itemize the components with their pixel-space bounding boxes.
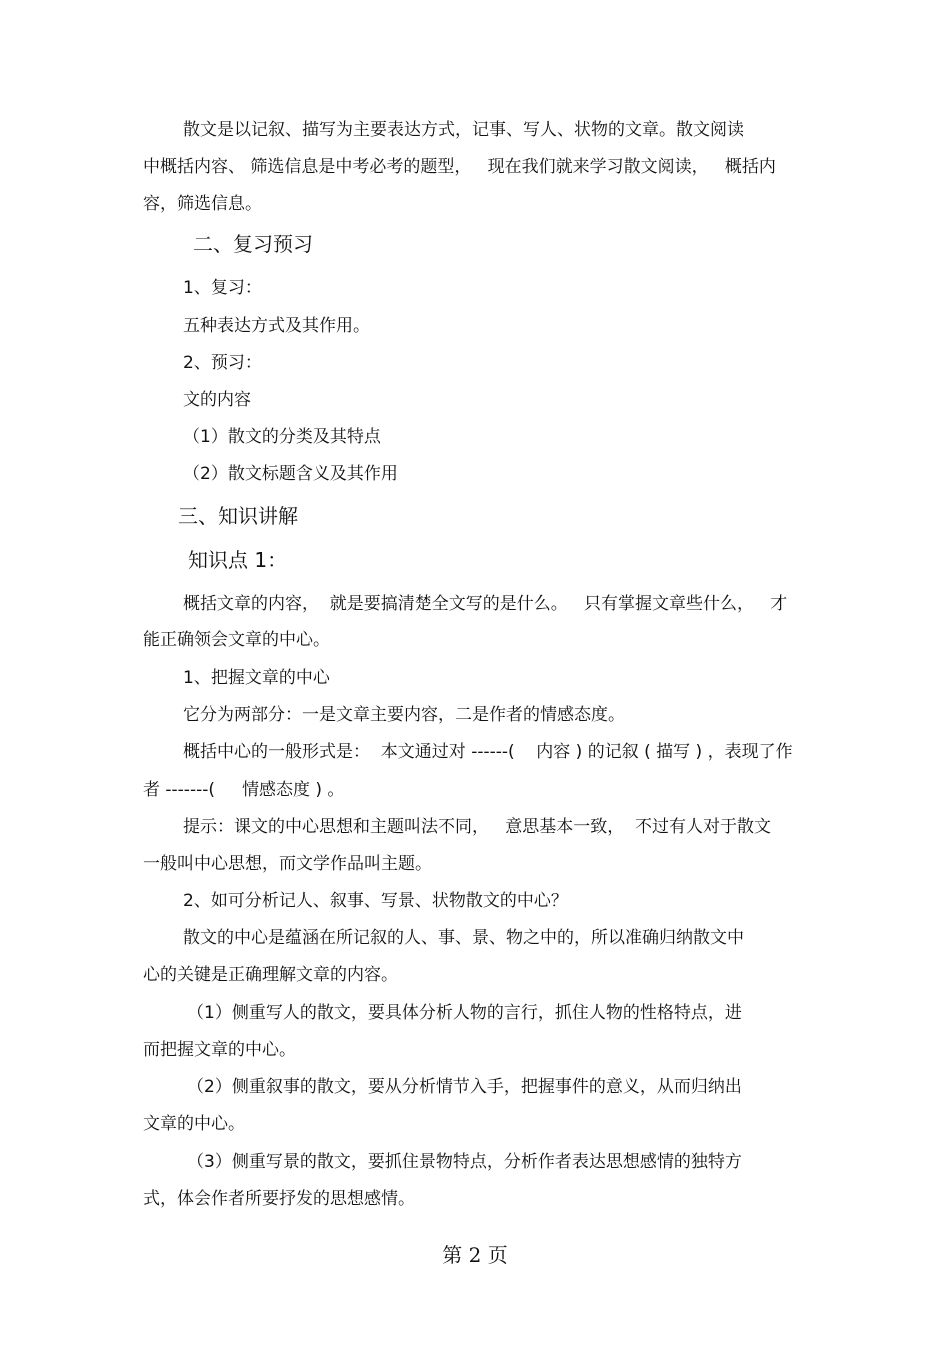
text-line: 它分为两部分：一是文章主要内容，二是作者的情感态度。 xyxy=(183,705,625,725)
text-line: （3）侧重写景的散文，要抓住景物特点，分析作者表达思想感情的独特方 xyxy=(187,1152,742,1172)
text-line: 而把握文章的中心。 xyxy=(143,1040,296,1060)
section-heading: 三、知识讲解 xyxy=(178,504,298,528)
section-heading: 二、复习预习 xyxy=(193,232,313,256)
text-line: 中概括内容、 筛选信息是中考必考的题型， 现在我们就来学习散文阅读， 概括内 xyxy=(143,157,776,177)
text-line: （1）侧重写人的散文，要具体分析人物的言行，抓住人物的性格特点，进 xyxy=(187,1003,742,1023)
text-line: 散文的中心是蕴涵在所记叙的人、事、景、物之中的，所以准确归纳散文中 xyxy=(183,928,744,948)
text-line: （1）散文的分类及其特点 xyxy=(183,427,381,447)
text-line: 容，筛选信息。 xyxy=(143,194,262,214)
text-line: 文章的中心。 xyxy=(143,1114,245,1134)
text-line: 式，体会作者所要抒发的思想感情。 xyxy=(143,1189,415,1209)
text-line: 2、如可分析记人、叙事、写景、状物散文的中心？ xyxy=(183,891,568,911)
text-line: 2、预习： xyxy=(183,353,262,373)
subsection-heading: 知识点 1： xyxy=(188,548,288,572)
text-line: 者 -------( 情感态度 ) 。 xyxy=(143,780,345,800)
text-line: 1、把握文章的中心 xyxy=(183,668,330,688)
text-line: （2）散文标题含义及其作用 xyxy=(183,464,398,484)
text-line: 1、复习： xyxy=(183,278,262,298)
text-line: 一般叫中心思想，而文学作品叫主题。 xyxy=(143,854,432,874)
text-line: 散文是以记叙、描写为主要表达方式，记事、写人、状物的文章。散文阅读 xyxy=(183,120,744,140)
text-line: 概括文章的内容， 就是要搞清楚全文写的是什么。 只有掌握文章些什么， 才 xyxy=(183,594,788,614)
text-line: 概括中心的一般形式是： 本文通过对 ------( 内容 ) 的记叙 ( 描写 ) ，表现了作 xyxy=(183,742,793,762)
page-number: 第 2 页 xyxy=(442,1243,508,1267)
text-line: 文的内容 xyxy=(183,390,251,410)
text-line: 五种表达方式及其作用。 xyxy=(183,316,370,336)
text-line: 能正确领会文章的中心。 xyxy=(143,630,330,650)
text-line: （2）侧重叙事的散文，要从分析情节入手，把握事件的意义，从而归纳出 xyxy=(187,1077,742,1097)
text-line: 心的关键是正确理解文章的内容。 xyxy=(143,965,398,985)
text-line: 提示：课文的中心思想和主题叫法不同， 意思基本一致， 不过有人对于散文 xyxy=(183,817,772,837)
